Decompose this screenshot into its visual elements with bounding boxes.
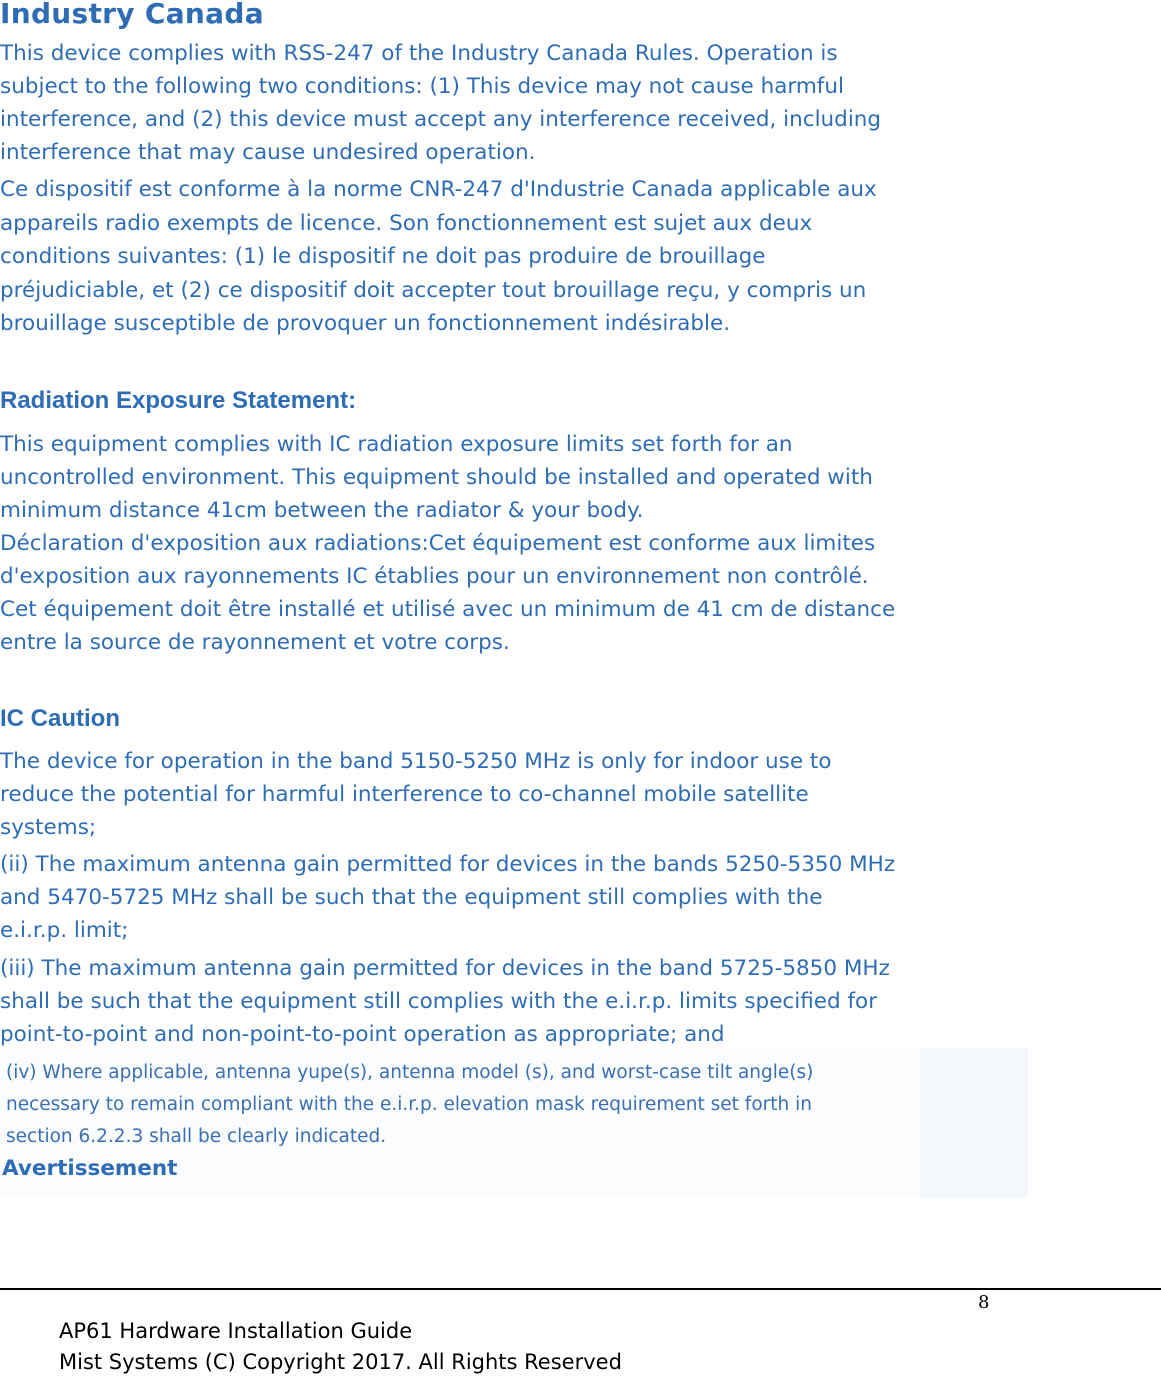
footer-divider — [0, 1288, 1161, 1290]
paragraph-ic-caution-3: (iii) The maximum antenna gain permitted for devices in the band 5725-5850 MHz shall be such that the equipment still complies with the e.i.r.p. limits specified for point-to-point and non-point-to-point operation as appropriate; and — [0, 956, 890, 1047]
heading-radiation-exposure: Radiation Exposure Statement: — [0, 387, 357, 414]
footer-guide-title: AP61 Hardware Installation Guide — [59, 1319, 413, 1343]
paragraph-radiation-exposure: This equipment complies with IC radiation exposure limits set forth for an uncontrolled environment. This equipment should be installed and operated with minimum distance 41cm between the radiator & your body. Déclaration d'exposition aux radiations:Cet équipement est conforme aux limites d'exposition aux rayonnements IC établies pour un environnement non contrôlé. Cet équipement doit être installé et utilisé avec un minimum de 41 cm de distance entre la source de rayonnement et votre corps. — [0, 432, 896, 655]
heading-avertissement: Avertissement — [2, 1156, 178, 1181]
footer-copyright: Mist Systems (C) Copyright 2017. All Rights Reserved — [59, 1350, 622, 1374]
paragraph-industry-canada-fr: Ce dispositif est conforme à la norme CNR-247 d'Industrie Canada applicable aux appareils radio exempts de licence. Son fonctionnement est sujet aux deux conditions suivantes: (1) le dispositif ne doit pas produire de brouillage préjudiciable, et (2) ce dispositif doit accepter tout brouillage reçu, y compris un brouillage susceptible de provoquer un fonctionnement indésirable. — [0, 177, 877, 336]
paragraph-ic-caution-2: (ii) The maximum antenna gain permitted for devices in the bands 5250-5350 MHz and 5470-5725 MHz shall be such that the equipment still complies with the e.i.r.p. limit; — [0, 852, 896, 943]
paragraph-ic-caution-4: (iv) Where applicable, antenna yupe(s), antenna model (s), and worst-case tilt angle(s) necessary to remain compliant with the e.i.r.p. elevation mask requirement set forth in section 6.2.2.3 shall be clearly indicated. — [6, 1062, 814, 1147]
heading-industry-canada: Industry Canada — [0, 0, 264, 30]
paragraph-ic-caution-1: The device for operation in the band 5150-5250 MHz is only for indoor use to reduce the potential for harmful interference to co-channel mobile satellite systems; — [0, 749, 832, 840]
footer — [59, 1316, 622, 1378]
heading-ic-caution: IC Caution — [0, 705, 120, 732]
page-number: 8 — [978, 1292, 990, 1313]
paragraph-industry-canada-en: This device complies with RSS-247 of the Industry Canada Rules. Operation is subject to the following two conditions: (1) This device may not cause harmful interference, and (2) this device must accept any interference received, including interference that may cause undesired operation. — [0, 41, 882, 165]
